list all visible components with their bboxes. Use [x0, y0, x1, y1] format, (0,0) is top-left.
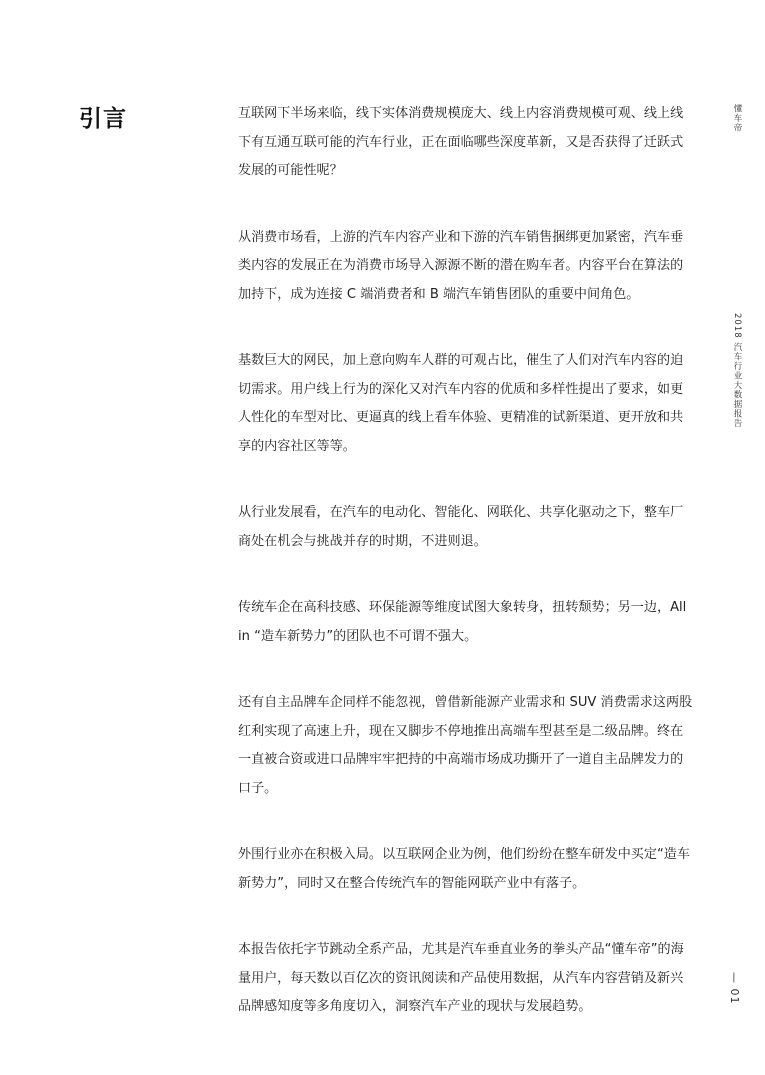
- brand-label: 懂车帝: [732, 104, 742, 133]
- page-number: — 01: [728, 972, 741, 1005]
- paragraph: 基数巨大的网民，加上意向购车人群的可观占比，催生了人们对汽车内容的迫切需求。用户线上行为的深化又对汽车内容的优质和多样性提出了要求，如更人性化的车型对比、更逼真的线上看车体验、更精准的试新渠道、更开放和共享的内容社区等等。: [238, 353, 684, 454]
- paragraph: 互联网下半场来临，线下实体消费规模庞大、线上内容消费规模可观、线上线下有互通互联可能的汽车行业，正在面临哪些深度革新，又是否获得了迁跃式发展的可能性呢？: [238, 106, 684, 178]
- report-title-label: 2018 汽车行业大数据报告: [732, 313, 742, 428]
- paragraph: 传统车企在高科技感、环保能源等维度试图大象转身，扭转颓势；另一边，All in “造车新势力”的团队也不可谓不强大。: [238, 600, 687, 644]
- page-title: 引言: [79, 106, 127, 132]
- body-text: [238, 100, 696, 1060]
- paragraph: 外围行业亦在积极入局。以互联网企业为例，他们纷纷在整车研发中买定“造车新势力”，同时又在整合传统汽车的智能网联产业中有落子。: [238, 847, 690, 891]
- paragraph: 本报告依托字节跳动全系产品，尤其是汽车垂直业务的拳头产品“懂车帝”的海量用户，每天数以百亿次的资讯阅读和产品使用数据，从汽车内容营销及新兴品牌感知度等多角度切入，洞察汽车产业的现状与发展趋势。: [238, 942, 684, 1014]
- paragraph: 从行业发展看，在汽车的电动化、智能化、网联化、共享化驱动之下，整车厂商处在机会与挑战并存的时期，不进则退。: [238, 505, 684, 549]
- paragraph: 还有自主品牌车企同样不能忽视，曾借新能源产业需求和 SUV 消费需求这两股红利实现了高速上升，现在又脚步不停地推出高端车型甚至是二级品牌。终在一直被合资或进口品牌牢牢把持的中高端市场成功撕开了一道自主品牌发力的口子。: [238, 695, 693, 796]
- paragraph: 从消费市场看，上游的汽车内容产业和下游的汽车销售捆绑更加紧密，汽车垂类内容的发展正在为消费市场导入源源不断的潜在购车者。内容平台在算法的加持下，成为连接 C 端消费者和 B 端汽车销售团队的重要中间角色。: [238, 229, 684, 302]
